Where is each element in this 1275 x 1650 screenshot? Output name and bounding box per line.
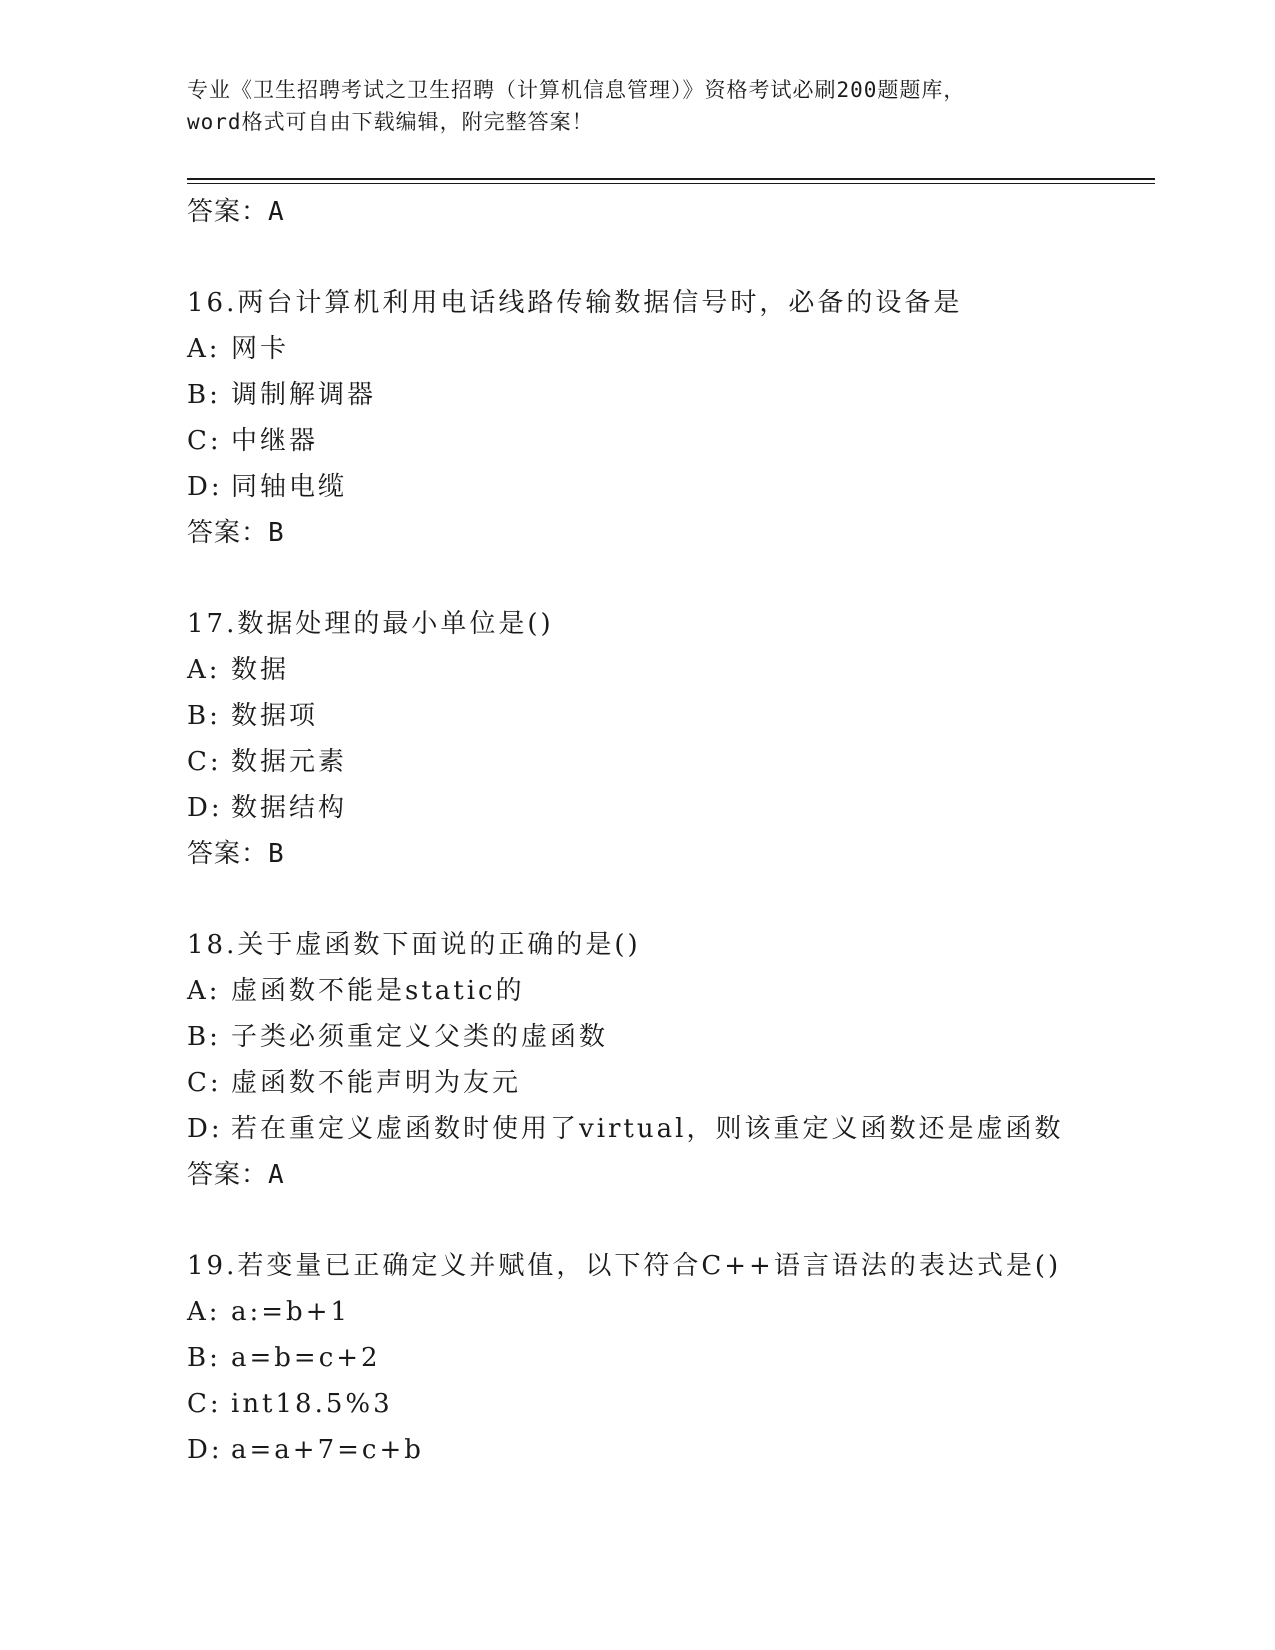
option-letter: B: (187, 1343, 221, 1373)
document-body (187, 189, 1187, 1473)
option-b (187, 693, 1187, 739)
option-c (187, 1381, 1187, 1427)
answer-line: 答案：A (187, 1160, 285, 1190)
option-letter: D: (187, 472, 223, 502)
header-line-1: 专业《卫生招聘考试之卫生招聘（计算机信息管理）》资格考试必刷200题题库， (187, 78, 966, 102)
header-divider-thick (187, 178, 1155, 180)
question-stem: 17.数据处理的最小单位是() (187, 609, 554, 639)
option-a (187, 326, 1187, 372)
option-letter: C: (187, 747, 222, 777)
option-letter: B: (187, 380, 221, 410)
option-a (187, 647, 1187, 693)
option-c (187, 739, 1187, 785)
option-c (187, 1060, 1187, 1106)
option-text: 调制解调器 (231, 380, 377, 410)
option-text: 虚函数不能是static的 (231, 976, 525, 1006)
option-text: 虚函数不能声明为友元 (231, 1068, 522, 1098)
option-a (187, 968, 1187, 1014)
document-header (187, 74, 1087, 138)
option-b (187, 372, 1187, 418)
option-letter: D: (187, 793, 223, 823)
option-text: 数据项 (231, 701, 319, 731)
option-text: int18.5%3 (231, 1389, 393, 1419)
option-letter: A: (187, 976, 221, 1006)
answer-line: 答案：A (187, 197, 285, 227)
option-letter: A: (187, 334, 221, 364)
option-letter: B: (187, 1022, 221, 1052)
option-text: 数据 (231, 655, 290, 685)
option-a (187, 1289, 1187, 1335)
header-divider-thin (187, 183, 1155, 184)
option-text: 同轴电缆 (231, 472, 348, 502)
option-text: 数据元素 (231, 747, 348, 777)
option-letter: A: (187, 655, 221, 685)
option-letter: C: (187, 1389, 222, 1419)
question-16 (187, 280, 1187, 556)
option-c (187, 418, 1187, 464)
option-d (187, 1106, 1187, 1152)
question-19 (187, 1243, 1187, 1473)
question-stem: 16.两台计算机利用电话线路传输数据信号时，必备的设备是 (187, 288, 963, 318)
option-letter: D: (187, 1114, 223, 1144)
option-letter: A: (187, 1297, 221, 1327)
question-stem: 18.关于虚函数下面说的正确的是() (187, 930, 641, 960)
option-letter: C: (187, 426, 222, 456)
option-text: a=a+7=c+b (231, 1435, 424, 1465)
option-text: 若在重定义虚函数时使用了virtual，则该重定义函数还是虚函数 (231, 1114, 1064, 1144)
header-line-2: word格式可自由下载编辑，附完整答案！ (187, 110, 594, 134)
option-text: 中继器 (231, 426, 319, 456)
question-18 (187, 922, 1187, 1198)
question-stem: 19.若变量已正确定义并赋值，以下符合C++语言语法的表达式是() (187, 1251, 1062, 1281)
answer-line: 答案：B (187, 518, 285, 548)
option-letter: D: (187, 1435, 223, 1465)
option-text: 子类必须重定义父类的虚函数 (231, 1022, 609, 1052)
option-text: 网卡 (231, 334, 290, 364)
option-letter: C: (187, 1068, 222, 1098)
option-text: 数据结构 (231, 793, 348, 823)
option-d (187, 1427, 1187, 1473)
option-text: a=b=c+2 (231, 1343, 381, 1373)
option-b (187, 1335, 1187, 1381)
answer-line: 答案：B (187, 839, 285, 869)
option-d (187, 785, 1187, 831)
question-17 (187, 601, 1187, 877)
option-d (187, 464, 1187, 510)
option-letter: B: (187, 701, 221, 731)
option-b (187, 1014, 1187, 1060)
option-text: a:=b+1 (231, 1297, 351, 1327)
